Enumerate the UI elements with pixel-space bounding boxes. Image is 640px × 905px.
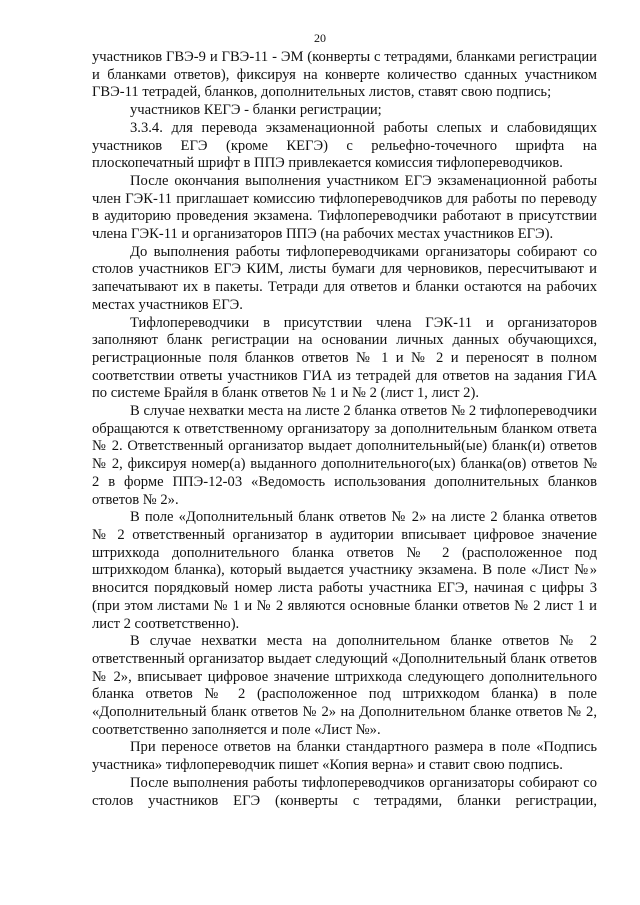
paragraph-gve-participants: участников ГВЭ-9 и ГВЭ-11 - ЭМ (конверты с тетрадями, бланками регистрации и бланками ответов), фиксируя на конверте количество сданных участником ГВЭ-11 тетрадей, бланков, дополнительных листов, ставят свою подпись; <box>92 49 597 101</box>
paragraph-lack-of-space-sheet2: В случае нехватки места на листе 2 бланка ответов № 2 тифлопереводчики обращаются к ответственному организатору за дополнительным бланком ответа № 2. Ответственный организатор выдает дополнительный(ые) бланк(и) ответов № 2, фиксируя номер(а) выданного дополнительного(ых) бланка(ов) ответов № 2 в форме ППЭ-12-03 «Ведомость использования дополнительных бланков ответов № 2». <box>92 403 597 508</box>
paragraph-lack-of-space-additional: В случае нехватки места на дополнительном бланке ответов № 2 ответственный организатор выдает следующий «Дополнительный бланк ответов № 2», вписывает цифровое значение штрихкода следующего дополнительного бланка ответов № 2 (расположенное под штрихкодом бланка) в поле «Дополнительный бланк ответов № 2» на Дополнительном бланке ответов № 2, соответственно заполняется и поле «Лист №». <box>92 633 597 738</box>
document-body <box>92 49 597 810</box>
paragraph-after-translation: После выполнения работы тифлопереводчиков организаторы собирают со столов участников ЕГЭ (конверты с тетрадями, бланки регистрации, <box>92 774 597 809</box>
page-number: 20 <box>314 31 326 45</box>
paragraph-translators-fill: Тифлопереводчики в присутствии члена ГЭК-11 и организаторов заполняют бланк регистрации на основании личных данных обучающихся, регистрационные поля бланков ответов № 1 и № 2 и переносят в полном соответствии ответы участников ГИА из тетрадей для ответов на задания ГИА по системе Брайля в бланк ответов № 1 и № 2 (лист 1, лист 2). <box>92 314 597 402</box>
paragraph-kege-participants: участников КЕГЭ - бланки регистрации; <box>130 102 382 119</box>
paragraph-after-exam: После окончания выполнения участником ЕГЭ экзаменационной работы член ГЭК-11 приглашает комиссию тифлопереводчиков для работы по переводу в аудиторию проведения экзамена. Тифлопереводчики работают в присутствии члена ГЭК-11 и организаторов ППЭ (на рабочих местах участников ЕГЭ). <box>92 172 597 243</box>
paragraph-before-translation: До выполнения работы тифлопереводчиками организаторы собирают со столов участников ЕГЭ КИМ, листы бумаги для черновиков, пересчитывают и запечатывают их в пакеты. Тетради для ответов и бланки остаются на рабочих местах участников ЕГЭ. <box>92 243 597 313</box>
paragraph-copy-verified: При переносе ответов на бланки стандартного размера в поле «Подпись участника» тифлопереводчик пишет «Копия верна» и ставит свою подпись. <box>92 739 597 774</box>
paragraph-additional-form-field: В поле «Дополнительный бланк ответов № 2» на листе 2 бланка ответов № 2 ответственный организатор в аудитории вписывает цифровое значение штрихкода дополнительного бланка ответов № 2 (расположенное под штрихкодом бланка), который выдается участнику экзамена. В поле «Лист №» вносится порядковый номер листа работы участника ЕГЭ, начиная с цифры 3 (при этом листами № 1 и № 2 являются основные бланки ответов № 2 лист 1 и лист 2 соответственно). <box>92 509 597 632</box>
paragraph-3-3-4: 3.3.4. для перевода экзаменационной работы слепых и слабовидящих участников ЕГЭ (кроме КЕГЭ) с рельефно-точечного шрифта на плоскопечатный шрифт в ППЭ привлекается комиссия тифлопереводчиков. <box>92 119 597 172</box>
